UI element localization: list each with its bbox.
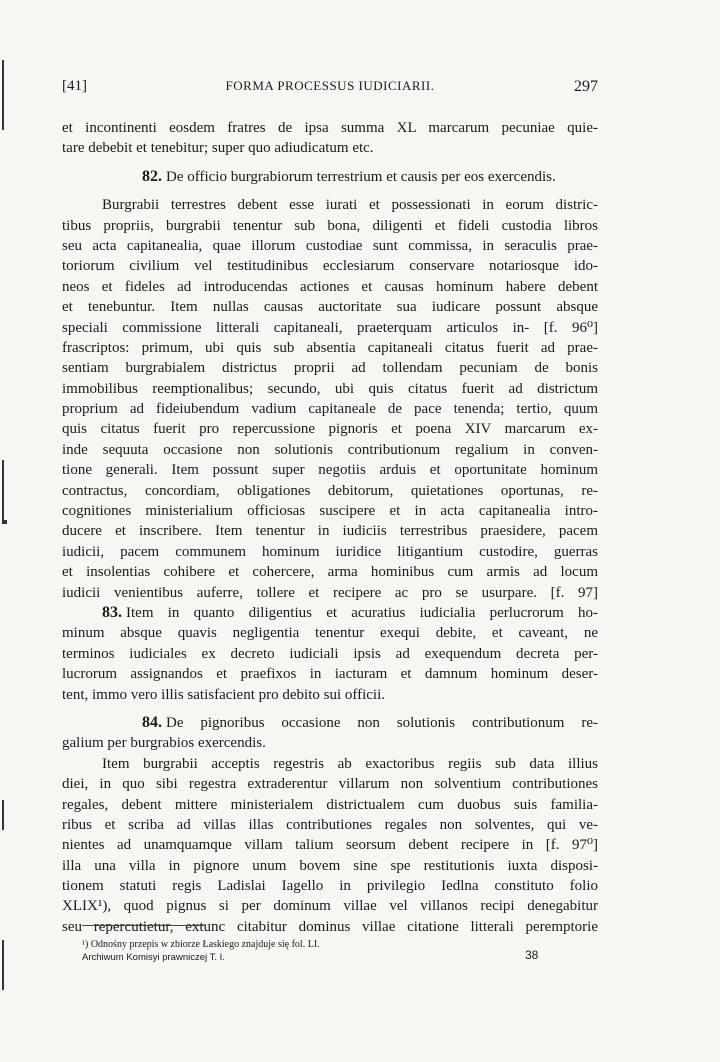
scan-artifact — [2, 60, 4, 130]
line-text: De officio burgrabiorum terrestrium et causis per eos exercendis. — [166, 168, 556, 185]
text-line: diei, in quo sibi regestra extraderentur villarum non solventium contributiones — [62, 776, 598, 793]
text-line: lucrorum assignandos et praefixos in iacturam et damnum hominum deser- — [62, 666, 598, 683]
section-number: 82. — [142, 167, 162, 185]
line-text: De pignoribus occasione non solutionis contributionum re- — [166, 714, 598, 731]
text-line: sentiam burgrabialem districtus proprii ad tollendam pecuniam de bonis — [62, 360, 598, 377]
section-heading-line — [62, 713, 598, 733]
text-line: tionem statuti regis Ladislai Iagello in privilegio Iedlna constituto folio — [62, 878, 598, 895]
text-line: seu acta capitanealia, quae illorum custodiae sunt commissa, in seraculis prae- — [62, 237, 598, 254]
text-line: et tenebuntur. Item nullas causas auctoritate sua iudicare possunt absque — [62, 299, 598, 316]
scan-artifact — [2, 940, 4, 990]
text-line: quis citatus fuerit pro repercussione pignoris et poena XIV marcarum ex- — [62, 421, 598, 438]
text-line: tent, immo vero illis satisfacient pro debito sui officii. — [62, 686, 385, 703]
text-line: XLIX¹), quod pignus si per dominum villae vel villanos recipi denegabitur — [62, 898, 598, 915]
archive-signature: Archiwum Komisyi prawniczej T. I. — [82, 952, 225, 963]
text-line: iudicii venientibus auferre, tollere et recipere ac pro se usurpare. [f. 97] — [62, 584, 598, 601]
text-line: iudicii, pacem communem hominum iuridice litigantium custodire, guerras — [62, 543, 598, 560]
footnote: ¹) Odnośny przepis w zbiorze Łaskiego znajduje się fol. LI. — [82, 939, 320, 950]
footnote-rule — [82, 925, 204, 926]
text-line: frascriptos: primum, ubi quis sub absentia capitaneali citatus fuerit ad prae- — [62, 339, 598, 356]
body-text — [62, 118, 598, 937]
text-line: illa una villa in pignore unum bovem sine spe restitutionis iuxta disposi- — [62, 857, 598, 874]
text-line: et incontinenti eosdem fratres de ipsa summa XL marcarum pecuniae quie- — [62, 120, 598, 136]
text-line: immobilibus reemptionalibus; secundo, ubi quis citatus fuerit ad districtum — [62, 380, 598, 397]
paragraph-gap — [62, 159, 598, 167]
sheet-number: 38 — [525, 948, 539, 962]
text-line: tione generali. Item possunt super negotiis arduis et oportunitate hominum — [62, 462, 598, 479]
line-text: Item in quanto diligentius et acuratius iudicialia perlucrorum ho- — [126, 604, 598, 621]
scan-artifact — [2, 520, 7, 524]
text-line: contractus, concordiam, obligationes debitorum, quietationes oportunas, re- — [62, 482, 598, 499]
running-header — [62, 78, 598, 100]
scan-margin — [0, 0, 8, 1062]
paragraph-gap — [62, 187, 598, 195]
text-line: regales, debent mittere ministerialem districtualem cum duobus suis familia- — [62, 796, 598, 813]
text-line: terminos iudiciales ex decreto iudiciali ipsis ad exequendum decreta per- — [62, 645, 598, 662]
text-line: Item burgrabii acceptis regestris ab exactoribus regiis sub data illius — [102, 755, 598, 772]
text-line: speciali commissione litterali capitaneali, praeterquam articulos in- [f. 96⁰] — [62, 319, 598, 336]
text-line: et insolentias cohibere et cohercere, arma hominibus cum armis ad locum — [62, 564, 598, 581]
section-number: 83. — [102, 603, 122, 621]
text-line: proprium ad fideiubendum vadium capitaneale de pace tenenda; tertio, quum — [62, 401, 598, 418]
text-line: cognitiones ministerialium officiosas suscipere et in acta capitanealia intro- — [62, 503, 598, 520]
section-number: 84. — [142, 713, 162, 731]
paragraph-gap — [62, 705, 598, 713]
text-line — [62, 603, 598, 623]
text-line: nientes ad unamquamque villam talium seorsum debent recipere in [f. 97⁰] — [62, 837, 598, 854]
text-line: seu repercutietur, extunc citabitur dominus villae citatione litterali peremptorie — [62, 918, 598, 935]
scan-artifact — [2, 460, 4, 520]
page-number: 297 — [574, 78, 598, 95]
text-line: minum absque quavis negligentia tenentur exequi debite, et caveant, ne — [62, 625, 598, 642]
section-heading-line — [62, 167, 598, 187]
text-line: neos et fideles ad introducendas actiones et causas hominum habere debent — [62, 278, 598, 295]
text-line: Burgrabii terrestres debent esse iurati et possessionati in eorum distric- — [102, 197, 598, 214]
text-line: tare debebit et tenebitur; super quo adiudicatum etc. — [62, 140, 374, 157]
text-line: ducere et inscribere. Item tenentur in iudiciis terrestribus praesidere, pacem — [62, 523, 598, 540]
running-title: FORMA PROCESSUS IUDICIARII. — [225, 78, 435, 93]
text-line: inde sequuta occasione non solutionis contributionum regalium in conven- — [62, 441, 598, 458]
scan-artifact — [2, 800, 4, 830]
text-line: toriorum civilium vel testitudinibus ecclesiarum conservare notariosque ido- — [62, 258, 598, 275]
text-line: galium per burgrabios exercendis. — [62, 735, 266, 752]
section-reference: [41] — [62, 78, 87, 94]
text-line: ribus et scriba ad villas illas contributiones regales non solventes, qui ve- — [62, 816, 598, 833]
text-line: tibus propriis, burgrabii tenentur sub bona, diligenti et fideli custodia libros — [62, 217, 598, 234]
